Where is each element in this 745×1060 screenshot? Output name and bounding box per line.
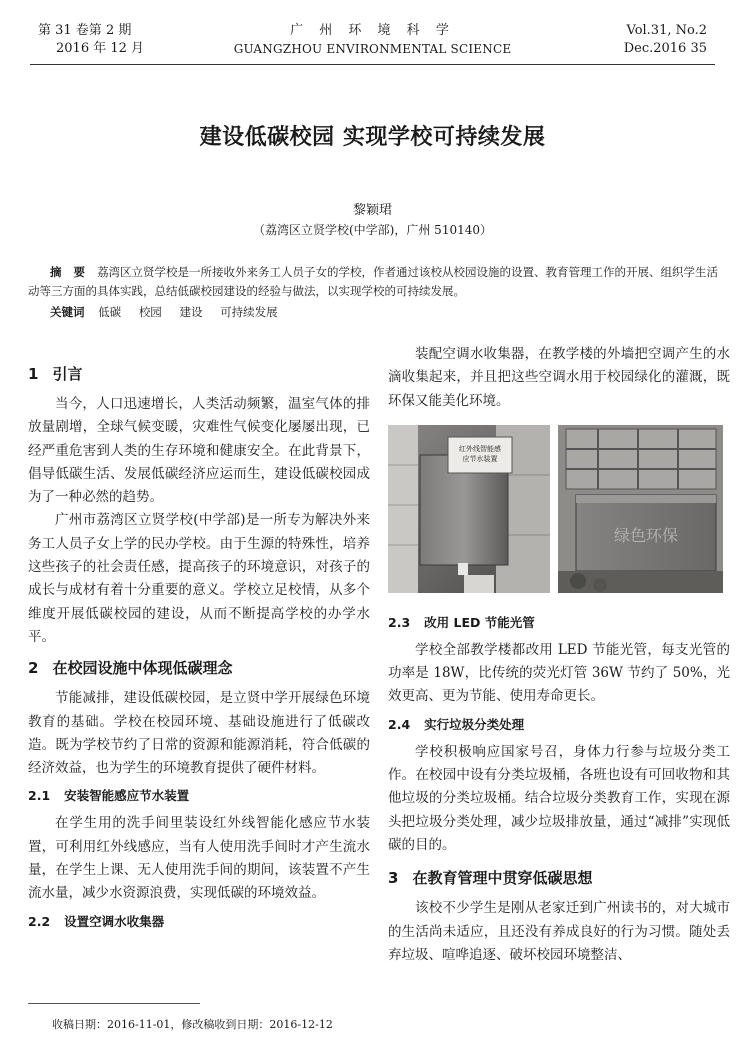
page-number: Dec.2016 35: [623, 41, 707, 56]
volume-issue-en: Vol.31, No.2: [626, 23, 707, 38]
paragraph: 学校全部教学楼都改用 LED 节能光管，每支光管的功率是 18W，比传统的荧光灯管 36W 节约了 50%，光效更高、更为节能、使用寿命更长。: [388, 641, 730, 705]
paper-title: 建设低碳校园 实现学校可持续发展: [199, 125, 546, 150]
subsection-title: 改用 LED 节能光管: [424, 614, 535, 630]
subsection-heading: [28, 786, 370, 806]
right-column: [388, 343, 730, 967]
subsection-number: 2.4: [388, 716, 411, 732]
journal-name: [38, 22, 707, 58]
section-title: 引言: [52, 365, 83, 383]
author-affiliation: （荔湾区立贤学校(中学部)，广州 510140）: [253, 223, 492, 237]
section-number: 2: [28, 659, 39, 678]
section-title: 在校园设施中体现低碳理念: [52, 659, 233, 678]
section-number: 3: [388, 869, 399, 888]
paragraph: 广州市荔湾区立贤学校(中学部)是一所专为解决外来务工人员子女上学的民办学校。由于生源的特殊性，培养这些孩子的社会责任感，提高孩子的环境意识，对孩子的成长与成材有着十分重要的意义。学校立足校情，从多个维度开展低碳校园的建设，从而不断提高学校的办学水平。: [28, 512, 370, 645]
ac-water-collector-illustration: [558, 425, 723, 593]
water-saving-device-illustration: [388, 425, 550, 593]
device-sign-line2: 应节水装置: [462, 454, 498, 463]
device-sign-line1: 红外线智能感: [459, 444, 501, 453]
running-header: [38, 22, 707, 62]
figure-photos: [388, 425, 730, 605]
subsection-number: 2.1: [28, 788, 51, 804]
ac-water-collector-photo: [558, 425, 723, 593]
journal-name-en: GUANGZHOU ENVIRONMENTAL SCIENCE: [233, 42, 512, 56]
subsection-title: 安装智能感应节水装置: [64, 788, 190, 804]
paragraph: 节能减排，建设低碳校园，是立贤中学开展绿色环境教育的基础。学校在校园环境、基础设施进行了低碳改造。既为学校节约了日常的资源和能源消耗，符合低碳的经济效益，也为学生的环境教育提供了硬件材料。: [28, 690, 370, 777]
water-saving-device-photo: [388, 425, 550, 593]
paragraph: 当今，人口迅速增长，人类活动频繁，温室气体的排放量剧增，全球气候变暖，灾难性气候变化屡屡出现，已经严重危害到人类的生存环境和健康安全。在此背景下，倡导低碳生活、发展低碳经济应运而生，建设低碳校园成为了一种必然的趋势。: [28, 396, 370, 506]
abstract-text: 荔湾区立贤学校是一所接收外来务工人员子女的学校，作者通过该校从校园设施的设置、教育管理工作的开展、组织学生活动等三方面的具体实践，总结低碳校园建设的经验与做法，以实现学校的可持续发展。: [28, 265, 719, 298]
keyword: 可持续发展: [220, 305, 278, 319]
paragraph: 该校不少学生是刚从老家迁到广州读书的，对大城市的生活尚未适应，且还没有养成良好的行为习惯。随处丢弃垃圾、喧哗追逐、破坏校园环境整洁、: [388, 900, 730, 963]
section-heading: [28, 363, 370, 385]
section-number: 1: [28, 365, 39, 383]
keywords-label: 关键词: [50, 305, 85, 319]
keyword: 低碳: [98, 305, 122, 319]
section-heading: [28, 657, 370, 679]
abstract-label: 摘 要: [50, 265, 90, 279]
keyword: 建设: [179, 305, 203, 319]
keywords: [50, 303, 292, 321]
footnote-rule: [28, 1003, 200, 1004]
keyword: 校园: [138, 305, 162, 319]
received-date-footnote: 收稿日期：2016-11-01，修改稿收到日期：2016-12-12: [52, 1018, 333, 1031]
subsection-heading: [388, 715, 730, 735]
paragraph: 学校积极响应国家号召，身体力行参与垃圾分类工作。在校园中设有分类垃圾桶，各班也设有可回收物和其他垃圾的分类垃圾桶。结合垃圾分类教育工作，实现在源头把垃圾分类处理，减少垃圾排放量，通过“减排”实现低碳的目的。: [388, 743, 730, 853]
subsection-title: 实行垃圾分类处理: [424, 716, 525, 732]
collector-label: 绿色环保: [613, 525, 679, 545]
paragraph: 在学生用的洗手间里装设红外线智能化感应节水装置，可利用红外线感应，当有人使用洗手间时才产生流水量，在学生上课、无人使用洗手间的期间，该装置不产生流水量，减少水资源浪费，实现低碳的环境效益。: [28, 815, 370, 902]
journal-name-cn: 广 州 环 境 科 学: [290, 23, 455, 38]
paragraph: 装配空调水收集器，在教学楼的外墙把空调产生的水滴收集起来，并且把这些空调水用于校园绿化的灌溉，既环保又能美化环境。: [388, 346, 730, 409]
abstract: [28, 263, 719, 301]
subsection-number: 2.3: [388, 614, 411, 630]
subsection-heading: [28, 912, 370, 932]
issue-date: 2016 年 12 月: [56, 41, 145, 56]
section-heading: [388, 867, 730, 889]
journal-issue-en: [624, 22, 707, 58]
author-name: 黎颖珺: [352, 203, 392, 218]
left-column: [28, 357, 370, 938]
section-title: 在教育管理中贯穿低碳思想: [412, 869, 593, 888]
volume-issue: 第 31 卷第 2 期: [38, 23, 132, 38]
subsection-heading: [388, 613, 730, 633]
subsection-number: 2.2: [28, 913, 51, 929]
subsection-title: 设置空调水收集器: [64, 913, 165, 929]
header-rule: [30, 64, 715, 65]
